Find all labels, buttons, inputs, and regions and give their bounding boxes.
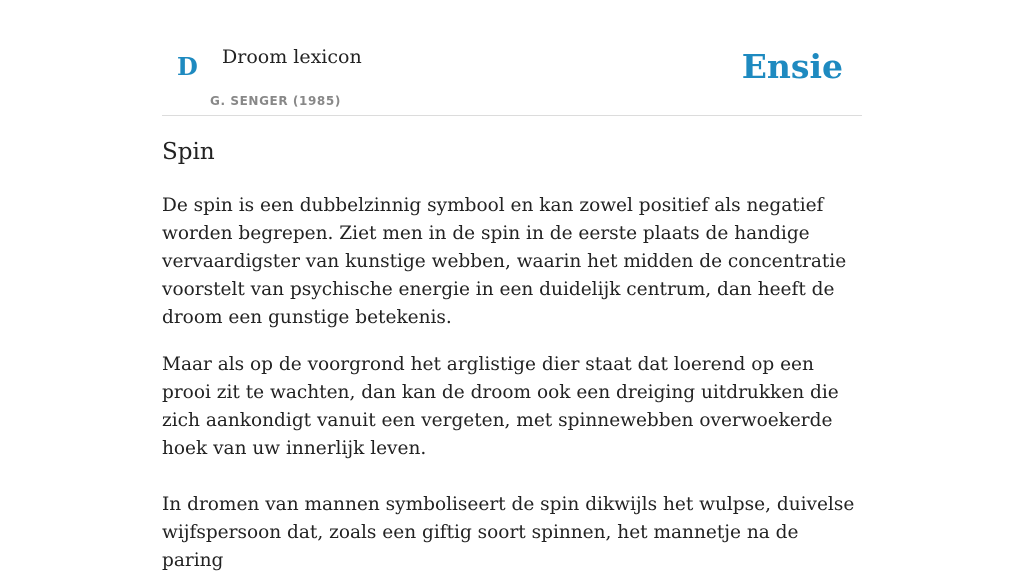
page-container <box>162 0 862 571</box>
brand-logo-link[interactable]: Ensie <box>741 47 843 86</box>
book-author: G. SENGER (1985) <box>210 94 341 108</box>
entry-paragraph: De spin is een dubbelzinnig symbool en kan zowel positief als negatief worden begrepen. Ziet men in de spin in de eerste plaats de handige vervaardigster van kunstige webben, waarin het midden de concentratie voorstelt van psychische energie in een duidelijk centrum, dan heeft de droom een gunstige betekenis. <box>162 195 847 328</box>
entry-paragraph: Maar als op de voorgrond het arglistige dier staat dat loerend op een prooi zit te wachten, dan kan de droom ook een dreiging uitdrukken die zich aankondigt vanuit een vergeten, met spinnewebben overwoekerde hoek van uw innerlijk leven. <box>162 354 839 459</box>
book-letter-link[interactable]: D <box>177 52 198 81</box>
book-title-link[interactable]: Droom lexicon <box>222 46 362 68</box>
entry-title: Spin <box>162 139 215 165</box>
book-header <box>162 0 862 116</box>
entry-body <box>162 192 862 575</box>
entry-paragraph: In dromen van mannen symboliseert de spin dikwijls het wulpse, duivelse wijfspersoon dat, zoals een giftig soort spinnen, het mannetje na de paring <box>162 494 855 571</box>
